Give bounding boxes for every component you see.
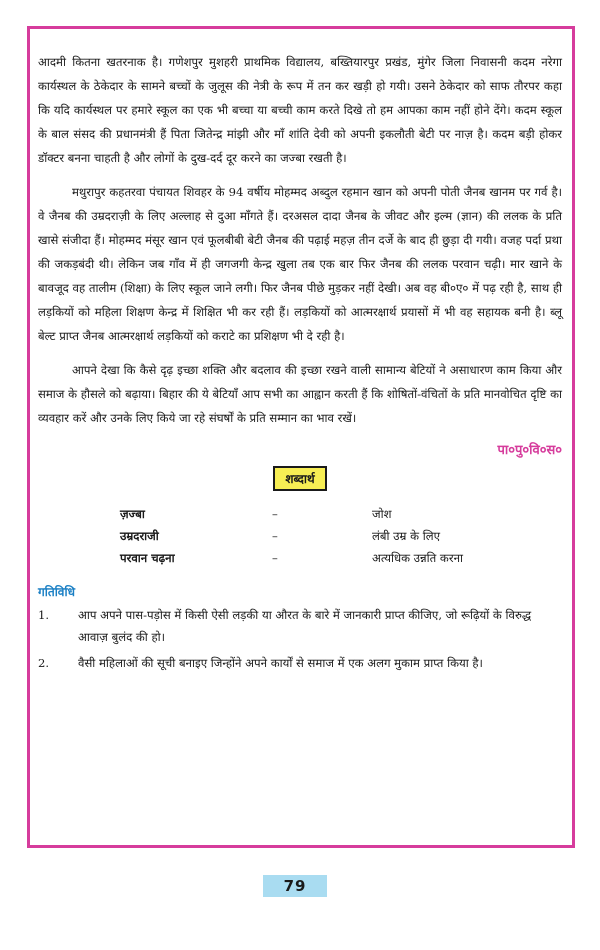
glossary-title-wrap (38, 466, 562, 491)
source-signature: पा०पु०वि०स० (497, 443, 562, 458)
glossary-meaning: जोश (372, 507, 392, 521)
glossary-meaning: लंबी उम्र के लिए (372, 529, 441, 543)
activity-text: आप अपने पास-पड़ोस में किसी ऐसी लड़की या औरत के बारे में जानकारी प्राप्त कीजिए, जो रूढ़ियों के विरुद्ध आवाज़ बुलंद की हो। (78, 608, 532, 644)
page-number: 79 (263, 875, 327, 897)
activity-heading: गतिविधि (38, 585, 75, 599)
paragraph-zainab-story: मथुरापुर कहतरवा पंचायत शिवहर के 94 वर्षीय मोहम्मद अब्दुल रहमान खान को अपनी पोती जैनब खानम पर गर्व है। वे जैनब की उम्रदराज़ी के लिए अल्लाह से दुआ माँगते हैं। दरअसल दादा जैनब के जीवट और इल्म (ज्ञान) की ललक के प्रति खासे संजीदा हैं। मोहम्मद मंसूर खान एवं फूलबीबी बेटी जैनब की पढ़ाई महज़ तीन दर्जे के बाद ही छुड़ा दी गयी। वजह पर्दा प्रथा की जकड़बंदी थी। लेकिन जब गाँव में ही जगजगी केन्द्र खुला तब एक बार फिर जैनब की ललक परवान चढ़ी। मार खाने के बावजूद वह तालीम (शिक्षा) के लिए स्कूल जाने लगी। फिर जैनब पीछे मुड़कर नहीं देखी। अब वह बी०ए० में पढ़ रही है, साथ ही लड़कियों को महिला शिक्षण केन्द्र में शिक्षित भी कर रही हैं। लड़कियों को आत्मरक्षार्थ प्रयासों में भी वह सहायक बनी है। ब्लू बेल्ट प्राप्त जैनब आत्मरक्षार्थ लड़कियों को कराटे का प्रशिक्षण भी दे रही है। (38, 185, 562, 343)
glossary-title: शब्दार्थ (273, 466, 326, 491)
glossary-dash: – (272, 507, 278, 521)
paragraph-kadam-story: आदमी कितना खतरनाक है। गणेशपुर मुशहरी प्राथमिक विद्यालय, बख्तियारपुर प्रखंड, मुंगेर जिला निवासनी कदम नरेगा कार्यस्थल के ठेकेदार के सामने बच्चों के जुलूस की नेत्री के रूप में तन कर खड़ी हो गयी। उसने ठेकेदार को साफ तौरपर कहा कि यदि कार्यस्थल पर हमारे स्कूल का एक भी बच्चा या बच्ची काम करते दिखे तो हम आपका काम नहीं होने देंगे। कदम स्कूल के बाल संसद की प्रधानमंत्री हैं पिता जितेन्द्र मांझी और माँ शांति देवी को अपनी इकलौती बेटी पर नाज़ है। कदम बड़ी होकर डॉक्टर बनना चाहती है और लोगों के दुख-दर्द दूर करने का जज्बा रखती है। (38, 55, 562, 165)
glossary-dash: – (272, 551, 278, 565)
glossary-meaning: अत्यधिक उन्नति करना (372, 551, 464, 565)
glossary-word: ज़ज्बा (120, 507, 145, 521)
activity-item (38, 604, 562, 648)
glossary-dash: – (272, 529, 278, 543)
activity-number: 2. (38, 656, 50, 670)
paragraph-conclusion: आपने देखा कि कैसे दृढ़ इच्छा शक्ति और बदलाव की इच्छा रखने वाली सामान्य बेटियों ने असाधारण काम किया और समाज के हौसले को बढ़ाया। बिहार की ये बेटियाँ आप सभी का आह्वान करती हैं कि शोषितों-वंचितों के प्रति मानवोचित दृष्टि का व्यवहार करें और उनके लिए किये जा रहे संघर्षों के प्रति सम्मान का भाव रखें। (38, 363, 562, 425)
activity-text: वैसी महिलाओं की सूची बनाइए जिन्होंने अपने कार्यों से समाज में एक अलग मुकाम प्राप्त किया है। (78, 656, 483, 670)
glossary-row (120, 503, 562, 525)
glossary-word: उम्रदराजी (120, 529, 159, 543)
activity-number: 1. (38, 608, 50, 622)
glossary-row (120, 547, 562, 569)
page-content (38, 50, 562, 678)
activity-item (38, 652, 562, 674)
glossary-word: परवान चढ़ना (120, 551, 175, 565)
glossary-list (120, 503, 562, 569)
glossary-row (120, 525, 562, 547)
